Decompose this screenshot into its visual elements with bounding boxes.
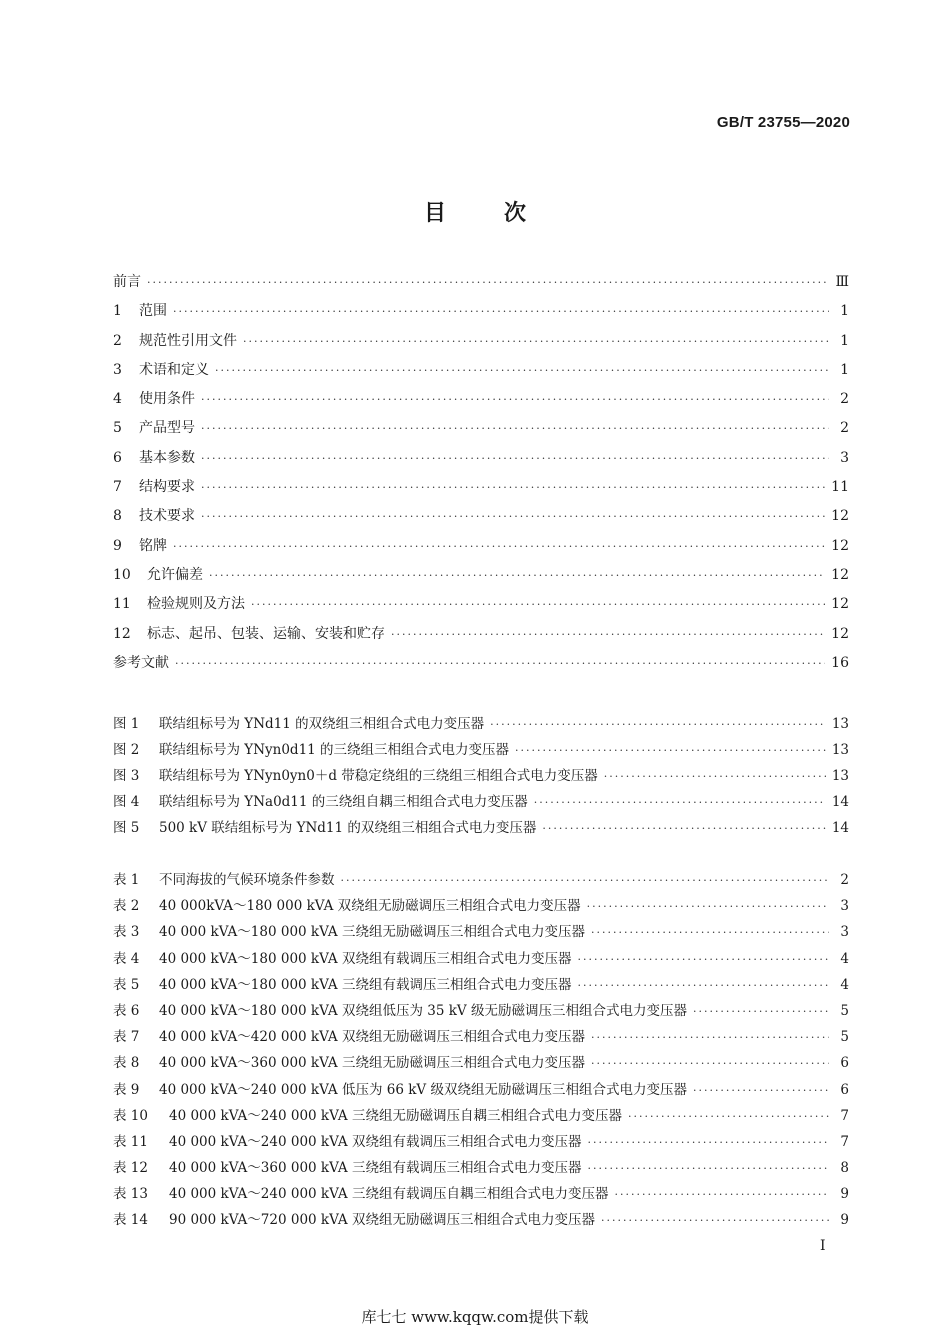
dot-leader xyxy=(201,481,825,494)
table-entry[interactable] xyxy=(113,947,849,973)
chapter-title: 规范性引用文件 xyxy=(139,332,237,349)
table-number: 表 10 xyxy=(113,1107,148,1124)
chapter-page-number: 3 xyxy=(840,449,849,466)
chapter-entry[interactable] xyxy=(113,476,849,505)
chapter-title: 铭牌 xyxy=(139,537,167,554)
table-title: 40 000 kVA～360 000 kVA 三绕组有载调压三相组合式电力变压器 xyxy=(169,1160,582,1177)
footer-watermark: 库七七 www.kqqw.com提供下载 xyxy=(361,1308,589,1326)
dot-leader xyxy=(587,1136,829,1149)
dot-leader xyxy=(490,718,826,731)
table-title: 不同海拔的气候环境条件参数 xyxy=(159,872,335,888)
chapter-number: 5 xyxy=(113,420,122,437)
table-page-number: 7 xyxy=(840,1107,849,1124)
chapter-number: 6 xyxy=(113,449,122,466)
chapter-number: 10 xyxy=(113,566,131,583)
dot-leader xyxy=(587,900,829,913)
table-page-number: 9 xyxy=(840,1186,849,1203)
table-number: 表 9 xyxy=(113,1081,140,1098)
table-page-number: 3 xyxy=(840,924,849,941)
table-entry[interactable] xyxy=(113,1156,849,1182)
table-page-number: 4 xyxy=(840,950,849,967)
chapter-number: 12 xyxy=(113,625,131,642)
table-page-number: 2 xyxy=(840,872,849,888)
chapter-entry[interactable] xyxy=(113,623,849,652)
figure-entry[interactable] xyxy=(113,712,849,738)
dot-leader xyxy=(693,1005,829,1018)
figure-number: 图 4 xyxy=(113,794,140,810)
chapter-page-number: 2 xyxy=(840,420,849,437)
table-page-number: 9 xyxy=(840,1212,849,1229)
chapter-number: 2 xyxy=(113,332,122,349)
dot-leader xyxy=(534,796,826,809)
table-number: 表 1 xyxy=(113,872,140,888)
figure-page-number: 14 xyxy=(831,794,849,810)
table-entry[interactable] xyxy=(113,1051,849,1077)
dot-leader xyxy=(201,422,829,435)
dot-leader xyxy=(515,744,826,757)
chapter-entry[interactable] xyxy=(113,271,849,300)
dot-leader xyxy=(175,657,825,670)
figure-page-number: 14 xyxy=(831,820,849,836)
figure-title: 500 kV 联结组标号为 YNd11 的双绕组三相组合式电力变压器 xyxy=(159,820,537,836)
chapter-entry[interactable] xyxy=(113,300,849,329)
table-number: 表 5 xyxy=(113,976,140,993)
chapter-title: 参考文献 xyxy=(113,654,169,671)
table-title: 40 000 kVA～180 000 kVA 双绕组有载调压三相组合式电力变压器 xyxy=(159,950,572,967)
table-number: 表 13 xyxy=(113,1186,148,1203)
dot-leader xyxy=(147,276,829,289)
table-number: 表 7 xyxy=(113,1029,140,1046)
dot-leader xyxy=(577,979,829,992)
chapter-number: 3 xyxy=(113,361,122,378)
table-page-number: 6 xyxy=(840,1081,849,1098)
table-page-number: 6 xyxy=(840,1055,849,1072)
table-entry[interactable] xyxy=(113,1078,849,1104)
dot-leader xyxy=(587,1162,829,1175)
table-entry[interactable] xyxy=(113,973,849,999)
figure-page-number: 13 xyxy=(831,768,849,784)
figure-title: 联结组标号为 YNa0d11 的三绕组自耦三相组合式电力变压器 xyxy=(159,794,528,810)
chapter-entry[interactable] xyxy=(113,652,849,681)
table-page-number: 4 xyxy=(840,976,849,993)
dot-leader xyxy=(628,1110,829,1123)
figure-page-number: 13 xyxy=(831,716,849,732)
dot-leader xyxy=(341,874,830,887)
dot-leader xyxy=(604,770,826,783)
dot-leader xyxy=(614,1188,829,1201)
chapter-title: 使用条件 xyxy=(139,391,195,408)
chapter-number: 1 xyxy=(113,303,122,320)
standard-code: GB/T 23755—2020 xyxy=(716,114,850,131)
table-title: 40 000 kVA～360 000 kVA 三绕组无励磁调压三相组合式电力变压器 xyxy=(159,1055,585,1072)
chapter-title: 允许偏差 xyxy=(147,566,203,583)
figure-entry[interactable] xyxy=(113,816,849,842)
dot-leader xyxy=(591,1057,829,1070)
chapter-title: 技术要求 xyxy=(139,508,195,525)
table-title: 40 000 kVA～240 000 kVA 双绕组有载调压三相组合式电力变压器 xyxy=(169,1133,582,1150)
table-entry[interactable] xyxy=(113,1182,849,1208)
dot-leader xyxy=(201,510,825,523)
figure-number: 图 3 xyxy=(113,768,140,784)
dot-leader xyxy=(391,628,825,641)
chapter-title: 标志、起吊、包装、运输、安装和贮存 xyxy=(147,625,385,642)
table-entry[interactable] xyxy=(113,1104,849,1130)
dot-leader xyxy=(201,452,829,465)
toc-chapters xyxy=(113,271,849,681)
table-number: 表 4 xyxy=(113,950,140,967)
table-title: 40 000 kVA～180 000 kVA 三绕组有载调压三相组合式电力变压器 xyxy=(159,976,572,993)
table-title: 40 000 kVA～420 000 kVA 双绕组无励磁调压三相组合式电力变压器 xyxy=(159,1029,585,1046)
dot-leader xyxy=(591,1031,829,1044)
chapter-number: 9 xyxy=(113,537,122,554)
table-entry[interactable] xyxy=(113,1208,849,1234)
dot-leader xyxy=(201,393,829,406)
chapter-page-number: 12 xyxy=(831,566,849,583)
figure-entry[interactable] xyxy=(113,790,849,816)
table-number: 表 3 xyxy=(113,924,140,941)
dot-leader xyxy=(693,1084,829,1097)
table-page-number: 5 xyxy=(840,1002,849,1019)
table-entry[interactable] xyxy=(113,1130,849,1156)
figure-title: 联结组标号为 YNyn0yn0＋d 带稳定绕组的三绕组三相组合式电力变压器 xyxy=(159,768,598,784)
table-title: 40 000 kVA～180 000 kVA 双绕组低压为 35 kV 级无励磁调压三相组合式电力变压器 xyxy=(159,1002,687,1019)
chapter-title: 产品型号 xyxy=(139,420,195,437)
figure-entry[interactable] xyxy=(113,764,849,790)
table-page-number: 5 xyxy=(840,1029,849,1046)
table-number: 表 11 xyxy=(113,1133,148,1150)
dot-leader xyxy=(243,335,829,348)
dot-leader xyxy=(173,540,825,553)
dot-leader xyxy=(251,598,825,611)
table-title: 40 000 kVA～180 000 kVA 三绕组无励磁调压三相组合式电力变压器 xyxy=(159,924,585,941)
table-title: 90 000 kVA～720 000 kVA 双绕组无励磁调压三相组合式电力变压器 xyxy=(169,1212,595,1229)
figure-title: 联结组标号为 YNyn0d11 的三绕组三相组合式电力变压器 xyxy=(159,742,510,758)
figure-number: 图 5 xyxy=(113,820,140,836)
chapter-title: 范围 xyxy=(139,303,167,320)
table-entry[interactable] xyxy=(113,894,849,920)
toc-figures xyxy=(113,712,849,842)
dot-leader xyxy=(591,926,829,939)
chapter-page-number: 12 xyxy=(831,596,849,613)
table-title: 40 000kVA～180 000 kVA 双绕组无励磁调压三相组合式电力变压器 xyxy=(159,898,581,915)
chapter-page-number: 12 xyxy=(831,625,849,642)
page-title xyxy=(0,196,950,227)
chapter-page-number: 1 xyxy=(840,361,849,378)
table-number: 表 8 xyxy=(113,1055,140,1072)
chapter-page-number: 16 xyxy=(831,654,849,671)
chapter-page-number: 2 xyxy=(840,391,849,408)
chapter-number: 4 xyxy=(113,391,122,408)
chapter-title: 术语和定义 xyxy=(139,361,209,378)
table-number: 表 6 xyxy=(113,1002,140,1019)
figure-page-number: 13 xyxy=(831,742,849,758)
table-entry[interactable] xyxy=(113,999,849,1025)
table-entry[interactable] xyxy=(113,868,849,894)
figure-title: 联结组标号为 YNd11 的双绕组三相组合式电力变压器 xyxy=(159,716,485,732)
chapter-number: 11 xyxy=(113,596,131,613)
chapter-page-number: 12 xyxy=(831,508,849,525)
table-title: 40 000 kVA～240 000 kVA 低压为 66 kV 级双绕组无励磁调压三相组合式电力变压器 xyxy=(159,1081,687,1098)
table-entry[interactable] xyxy=(113,1025,849,1051)
table-entry[interactable] xyxy=(113,920,849,946)
dot-leader xyxy=(173,305,829,318)
table-number: 表 14 xyxy=(113,1212,148,1229)
chapter-title: 基本参数 xyxy=(139,449,195,466)
chapter-entry[interactable] xyxy=(113,564,849,593)
chapter-title: 检验规则及方法 xyxy=(147,596,245,613)
chapter-page-number: 11 xyxy=(831,479,849,496)
title-char-2: 次 xyxy=(504,201,527,226)
table-title: 40 000 kVA～240 000 kVA 三绕组有载调压自耦三相组合式电力变压器 xyxy=(169,1186,609,1203)
dot-leader xyxy=(542,822,825,835)
figure-entry[interactable] xyxy=(113,738,849,764)
chapter-title: 结构要求 xyxy=(139,479,195,496)
chapter-entry[interactable] xyxy=(113,330,849,359)
table-number: 表 2 xyxy=(113,898,140,915)
chapter-entry[interactable] xyxy=(113,593,849,622)
chapter-entry[interactable] xyxy=(113,359,849,388)
chapter-page-number: 12 xyxy=(831,537,849,554)
figure-number: 图 2 xyxy=(113,742,140,758)
dot-leader xyxy=(215,364,829,377)
chapter-page-number: 1 xyxy=(840,332,849,349)
chapter-page-number: 1 xyxy=(840,303,849,320)
chapter-entry[interactable] xyxy=(113,417,849,446)
chapter-page-number: Ⅲ xyxy=(835,274,849,290)
dot-leader xyxy=(577,953,829,966)
dot-leader xyxy=(209,569,825,582)
chapter-entry[interactable] xyxy=(113,505,849,534)
toc-tables xyxy=(113,868,849,1235)
page-folio: I xyxy=(820,1238,826,1254)
title-char-1: 目 xyxy=(423,201,446,226)
chapter-number: 7 xyxy=(113,479,122,496)
table-number: 表 12 xyxy=(113,1160,148,1177)
dot-leader xyxy=(601,1214,829,1227)
figure-number: 图 1 xyxy=(113,716,140,732)
table-page-number: 3 xyxy=(840,898,849,915)
chapter-entry[interactable] xyxy=(113,388,849,417)
chapter-entry[interactable] xyxy=(113,535,849,564)
chapter-title: 前言 xyxy=(113,274,141,290)
table-page-number: 7 xyxy=(840,1133,849,1150)
chapter-entry[interactable] xyxy=(113,447,849,476)
chapter-number: 8 xyxy=(113,508,122,525)
table-title: 40 000 kVA～240 000 kVA 三绕组无励磁调压自耦三相组合式电力变压器 xyxy=(169,1107,622,1124)
table-page-number: 8 xyxy=(840,1160,849,1177)
